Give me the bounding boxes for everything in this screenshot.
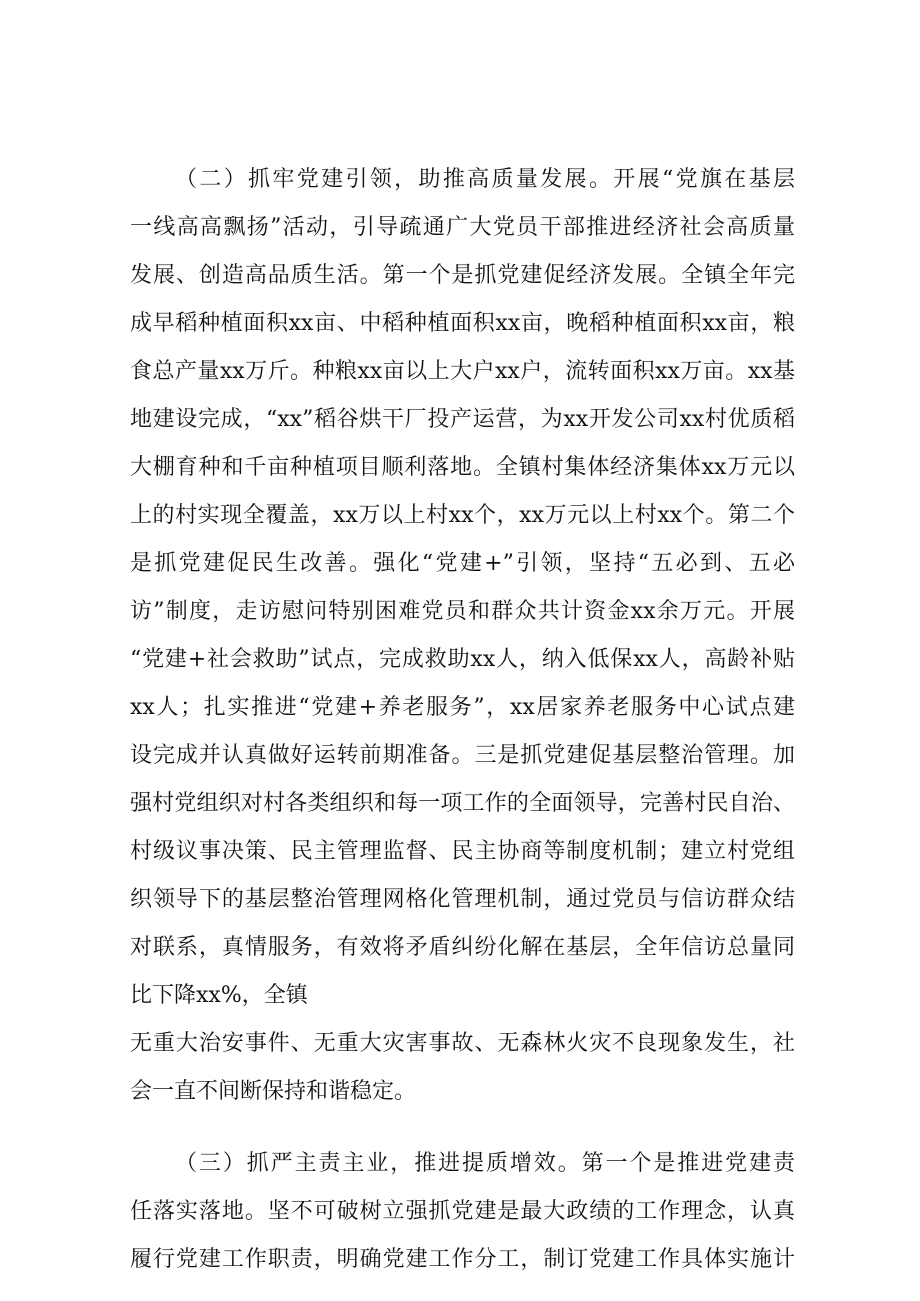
paragraph-2-line: 比下降xx%，全镇: [130, 983, 308, 1008]
paragraph-2-line: 一线高高飘扬”活动，引导疏通广大党员干部推进经济社会高质量: [130, 215, 795, 240]
paragraph-2-line: （二）抓牢党建引领，助推高质量发展。开展“党旗在基层: [175, 167, 795, 192]
paragraph-2-line: 成早稻种植面积xx亩、中稻种植面积xx亩，晚稻种植面积xx亩，粮: [130, 311, 795, 336]
paragraph-3-line: （三）抓严主责主业，推进提质增效。第一个是推进党建责: [175, 1151, 795, 1176]
paragraph-2-line: 对联系，真情服务，有效将矛盾纠纷化解在基层，全年信访总量同: [130, 935, 795, 960]
paragraph-2-line: 无重大治安事件、无重大灾害事故、无森林火灾不良现象发生，社: [130, 1031, 795, 1056]
paragraph-2-line: 织领导下的基层整治管理网格化管理机制，通过党员与信访群众结: [130, 887, 795, 912]
paragraph-2-line: 访”制度，走访慰问特别困难党员和群众共计资金xx余万元。开展: [130, 599, 795, 624]
paragraph-2-line: 是抓党建促民生改善。强化“党建+”引领，坚持“五必到、五必: [130, 551, 795, 576]
paragraph-2-line: 食总产量xx万斤。种粮xx亩以上大户xx户，流转面积xx万亩。xx基: [130, 359, 795, 384]
paragraph-2-line: 强村党组织对村各类组织和每一项工作的全面领导，完善村民自治、: [130, 791, 795, 816]
paragraph-2-line: 上的村实现全覆盖，xx万以上村xx个，xx万元以上村xx个。第二个: [130, 503, 795, 528]
paragraph-3-line: 任落实落地。坚不可破树立强抓党建是最大政绩的工作理念，认真: [130, 1199, 795, 1224]
paragraph-2-line: 大棚育种和千亩种植项目顺利落地。全镇村集体经济集体xx万元以: [130, 455, 795, 480]
paragraph-3-line: 履行党建工作职责，明确党建工作分工，制订党建工作具体实施计: [130, 1247, 795, 1272]
paragraph-2-line: 会一直不间断保持和谐稳定。: [130, 1079, 417, 1104]
paragraph-2-line: “党建+社会救助”试点，完成救助xx人，纳入低保xx人，高龄补贴: [130, 647, 795, 672]
paragraph-2-line: 发展、创造高品质生活。第一个是抓党建促经济发展。全镇全年完: [130, 263, 795, 288]
paragraph-2-line: 地建设完成，“xx”稻谷烘干厂投产运营，为xx开发公司xx村优质稻: [130, 407, 795, 432]
paragraph-2-line: xx人；扎实推进“党建+养老服务”，xx居家养老服务中心试点建: [130, 695, 795, 720]
paragraph-2-line: 设完成并认真做好运转前期准备。三是抓党建促基层整治管理。加: [130, 743, 795, 768]
paragraph-2-line: 村级议事决策、民主管理监督、民主协商等制度机制；建立村党组: [130, 839, 795, 864]
